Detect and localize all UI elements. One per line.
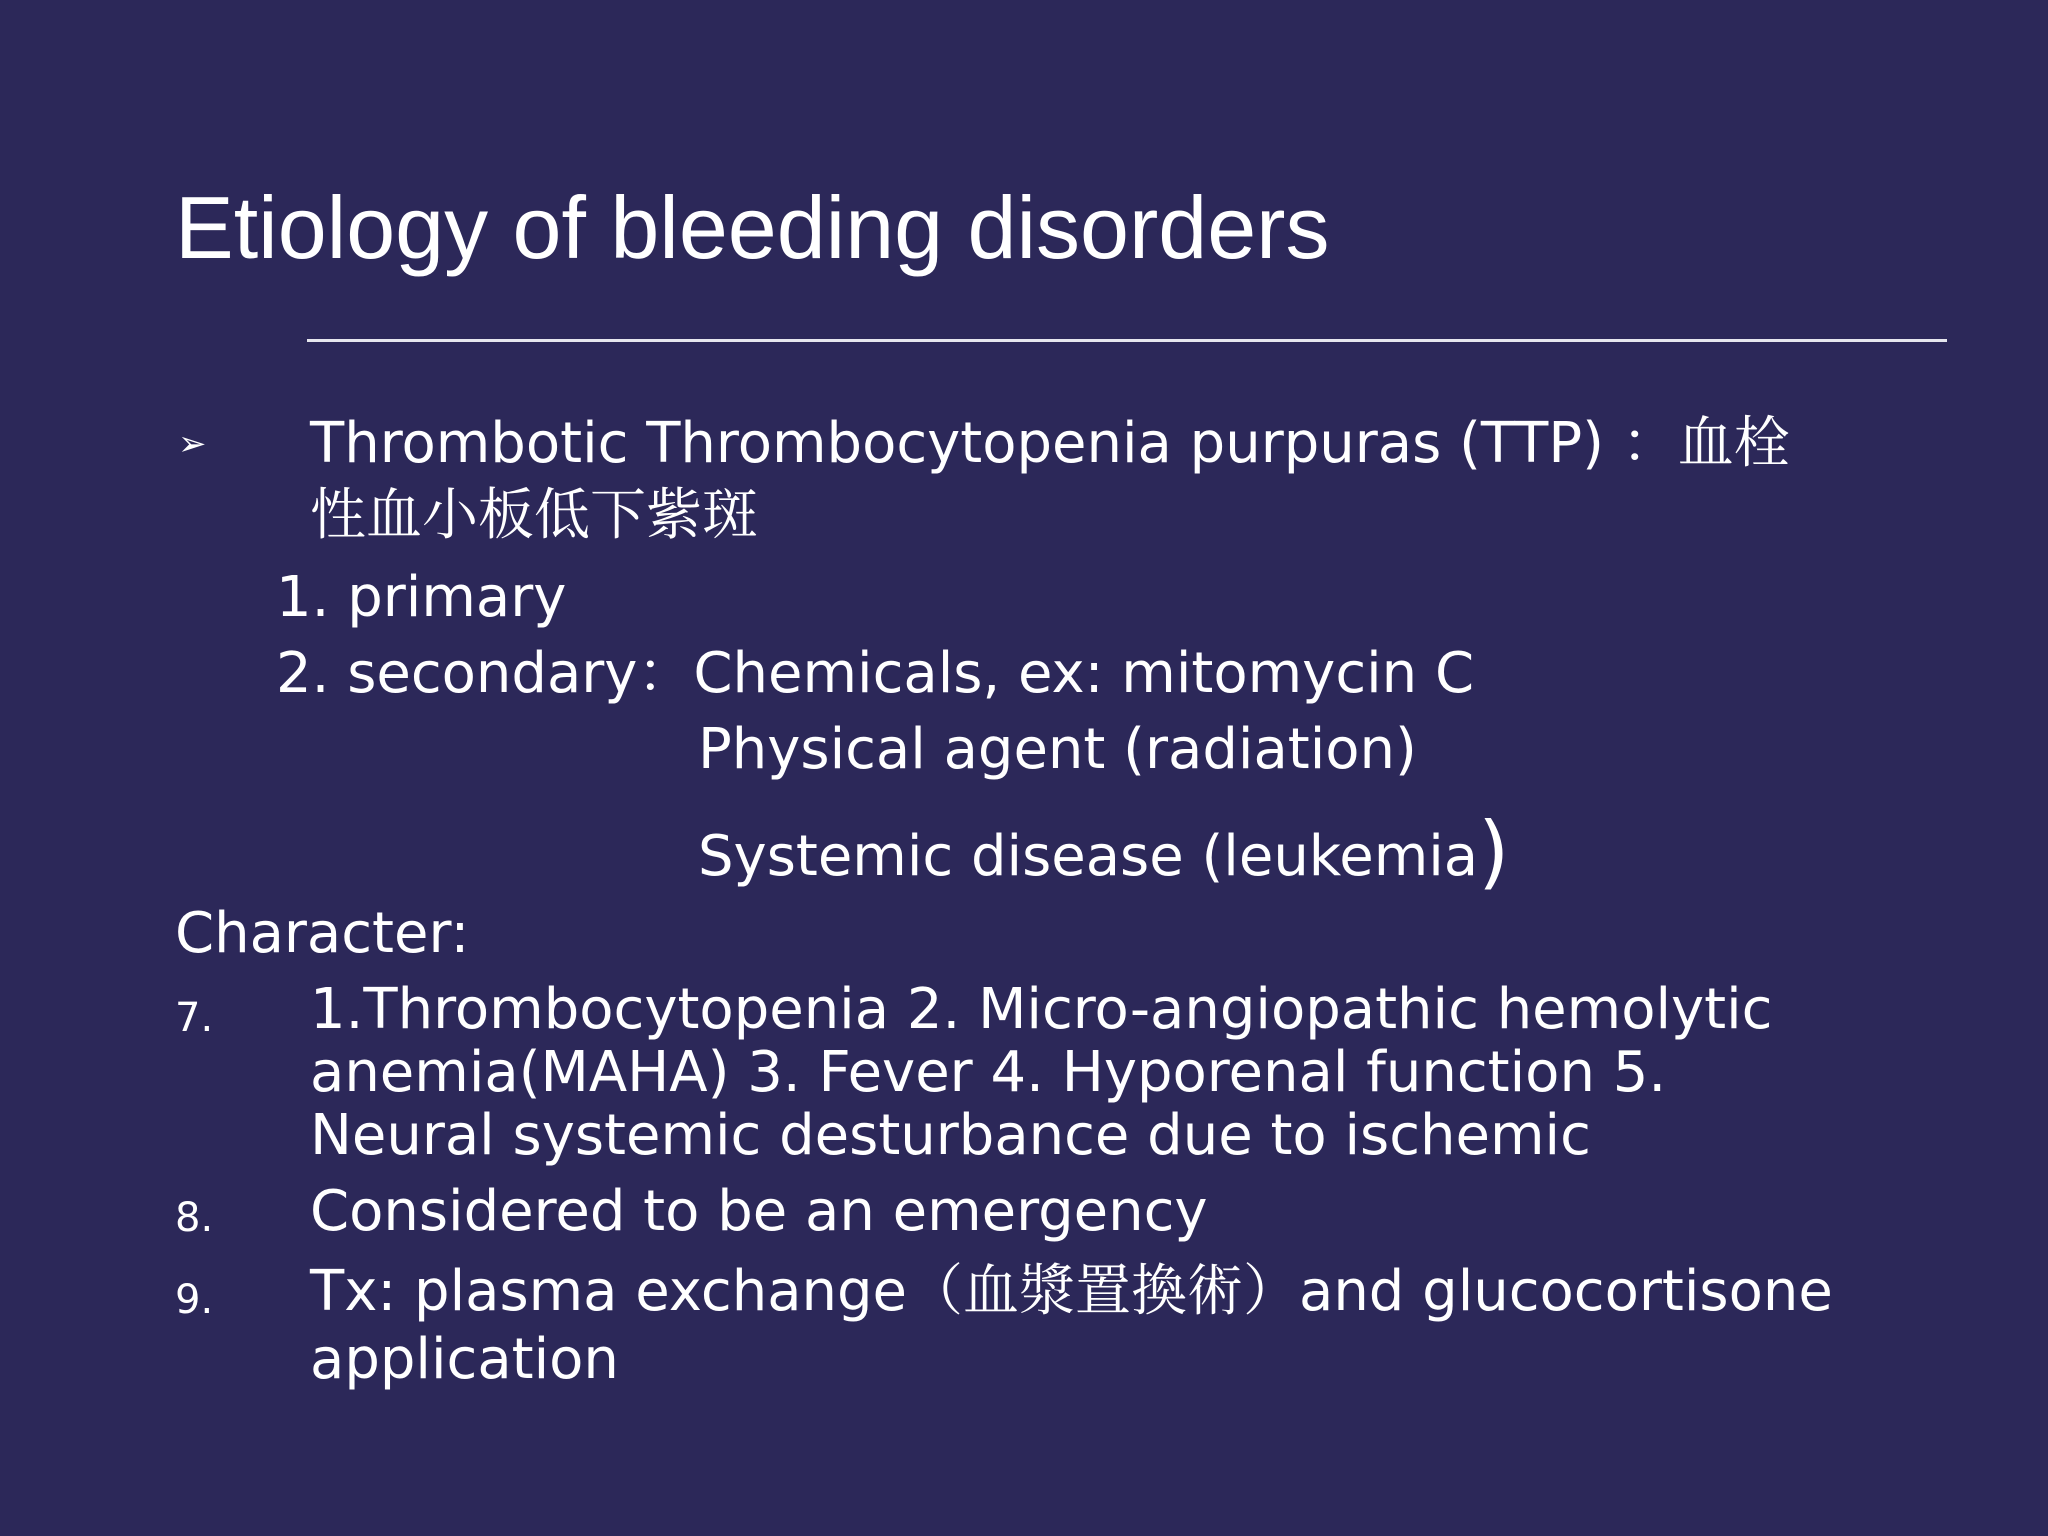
ttp-line-2: 性血小板低下紫斑 [310,483,758,548]
type-secondary: 2. secondary：Chemicals, ex: mitomycin C [276,641,1475,706]
item-9-line-2: application [310,1327,619,1392]
item-7-line-2: anemia(MAHA) 3. Fever 4. Hyporenal function 5. [310,1040,1667,1105]
systemic-disease-paren: ) [1478,805,1510,898]
systemic-disease-text: Systemic disease (leukemia [698,824,1479,889]
item-7-line-1: 1.Thrombocytopenia 2. Micro-angiopathic hemolytic [310,977,1773,1042]
type-primary: 1. primary [276,565,567,630]
type-systemic-disease [698,805,1510,898]
ttp-line-1: Thrombotic Thrombocytopenia purpuras (TTP) ：血栓 [310,411,1790,476]
item-7-line-3: Neural systemic desturbance due to ischemic [310,1103,1591,1168]
character-label: Character: [175,901,470,966]
slide-title: Etiology of bleeding disorders [175,178,1330,277]
item-number: 9. [175,1277,214,1323]
item-8-line-1: Considered to be an emergency [310,1179,1208,1244]
item-number: 7. [175,995,214,1041]
item-9-line-1: Tx: plasma exchange（血漿置換術）and glucocortisone [310,1259,1833,1324]
type-physical-agent: Physical agent (radiation) [698,717,1417,782]
item-number: 8. [175,1195,214,1241]
arrow-bullet-icon: ➢ [178,424,207,464]
title-divider [307,339,1947,342]
